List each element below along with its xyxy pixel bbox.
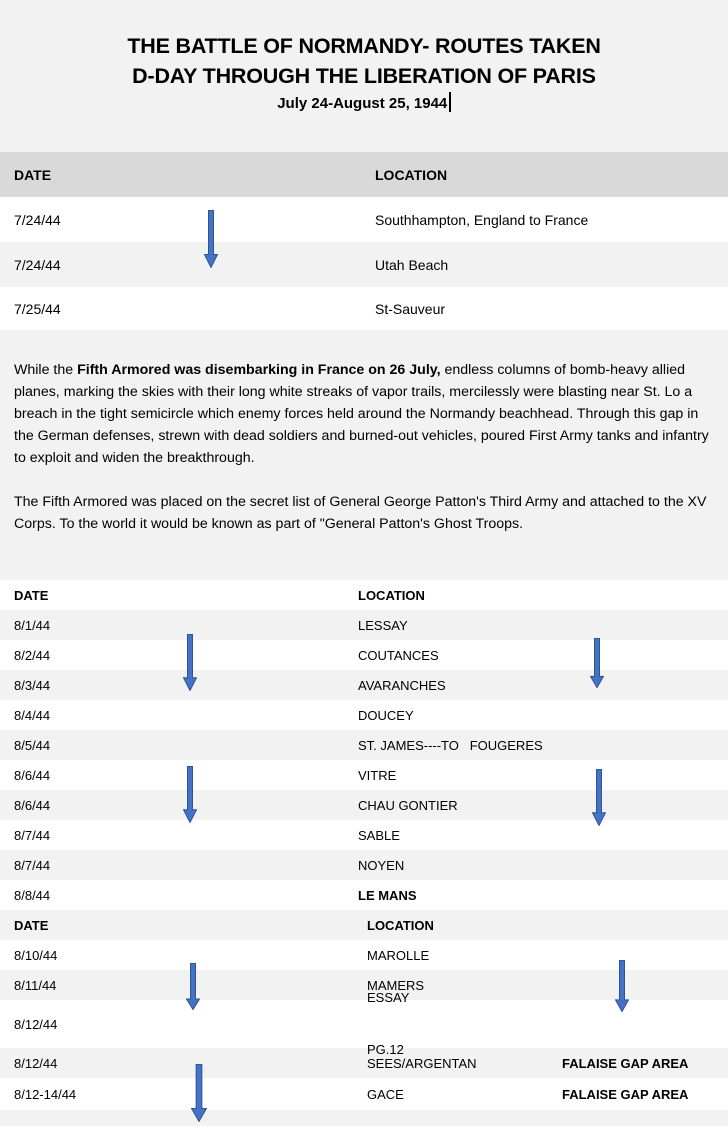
paragraph-1-lead: While the [14,362,78,378]
table-row [0,287,728,330]
location-cell: LE MANS [358,887,417,903]
date-cell: 8/12/44 [14,1016,58,1032]
table-row [0,670,728,700]
location-cell: SABLE [358,827,400,843]
table-row [0,610,728,640]
down-arrow-icon [186,963,200,1010]
location-cell: COUTANCES [358,647,439,663]
location-cell: AVARANCHES [358,677,446,693]
date-cell: 8/7/44 [14,857,51,873]
down-arrow-icon [191,1064,207,1122]
date-cell: 8/12-14/44 [14,1086,77,1102]
location-cell: DOUCEY [358,707,414,723]
location-cell: NOYEN [358,857,405,873]
table-row [0,700,728,730]
doc-title-line-1: THE BATTLE OF NORMANDY- ROUTES TAKEN [127,34,601,58]
date-cell: 8/7/44 [14,827,51,843]
down-arrow-icon [590,638,604,688]
location-cell: VITRE [358,767,397,783]
table-header-row [0,580,728,610]
down-arrow-icon [592,769,606,826]
down-arrow-icon [183,634,197,691]
table-row [0,197,728,242]
down-arrow-icon [615,960,629,1012]
narrative-section [0,330,728,580]
date-cell: 8/8/44 [14,887,51,903]
location-cell: GACE [367,1086,404,1102]
area-note-cell: FALAISE GAP AREA [562,1086,689,1102]
date-cell: 8/3/44 [14,677,51,693]
table-row [0,880,728,910]
date-range-text: July 24-August 25, 1944 [277,95,448,112]
doc-title-line-2: D-DAY THROUGH THE LIBERATION OF PARIS [132,64,596,88]
area-note-cell: FALAISE GAP AREA [562,1055,689,1071]
date-cell: 8/12/44 [14,1055,58,1071]
date-cell: 8/11/44 [14,977,57,993]
location-cell: SEES/ARGENTAN [367,1055,477,1071]
table-row [0,850,728,880]
table-august-routes [0,580,728,910]
date-cell: 8/2/44 [14,647,51,663]
paragraph-1-bold: Fifth Armored was disembarking in France on 26 July, [77,362,441,378]
date-cell: 7/24/44 [14,256,61,273]
table-row [0,640,728,670]
date-cell: 7/25/44 [14,300,61,317]
paragraph-1 [14,359,713,469]
date-column-header: DATE [14,166,52,183]
doc-title-date-range [0,92,728,116]
location-column-header: LOCATION [367,917,434,933]
text-cursor [449,92,451,112]
table-row [0,760,728,790]
location-cell: LESSAY [358,617,408,633]
location-line-2: PG.12 [367,1042,404,1057]
location-cell: CHAU GONTIER [358,797,458,813]
date-cell: 8/4/44 [14,707,51,723]
paragraph-2: The Fifth Armored was placed on the secret list of General George Patton's Third Army and attached to the XV Corps. To the world it would be known as part of "General Patton's Ghost Troops. [14,494,707,532]
location-cell: Utah Beach [375,256,449,273]
table-row [0,790,728,820]
location-cell: Southhampton, England to France [375,211,589,228]
table-row [0,730,728,760]
document-title-block [0,0,728,152]
table-header-row [0,910,728,940]
paragraph-1-body: endless columns of bomb-heavy allied planes, marking the skies with their long white streaks of vapor trails, mercilessly were blasting near St. Lo a breach in the tight semicircle which enemy forces held around the Normandy beachhead. Through this gap in the German defenses, strewn with dead soldiers and burned-out vehicles, poured First Army tanks and infantry to exploit and widen the breakthrough. [14,362,709,466]
location-cell: St-Sauveur [375,300,446,317]
table-row [0,820,728,850]
date-cell: 8/6/44 [14,767,51,783]
table-july-routes [0,152,728,330]
date-cell: 7/24/44 [14,211,61,228]
location-column-header: LOCATION [358,587,425,603]
down-arrow-icon [183,766,197,823]
date-cell: 8/5/44 [14,737,51,753]
location-column-header: LOCATION [375,166,448,183]
location-cell [367,957,728,1091]
date-column-header: DATE [14,587,49,603]
location-line-1: ESSAY [367,990,410,1005]
date-cell: 8/1/44 [14,617,51,633]
date-cell: 8/10/44 [14,947,58,963]
down-arrow-icon [204,210,218,268]
table-row [0,242,728,287]
location-cell: MAROLLE [367,947,430,963]
table-header-row [0,152,728,197]
date-column-header: DATE [14,917,49,933]
location-cell: MAMERS [367,977,425,993]
date-cell: 8/6/44 [14,797,51,813]
location-cell: ST. JAMES----TO FOUGERES [358,737,543,753]
